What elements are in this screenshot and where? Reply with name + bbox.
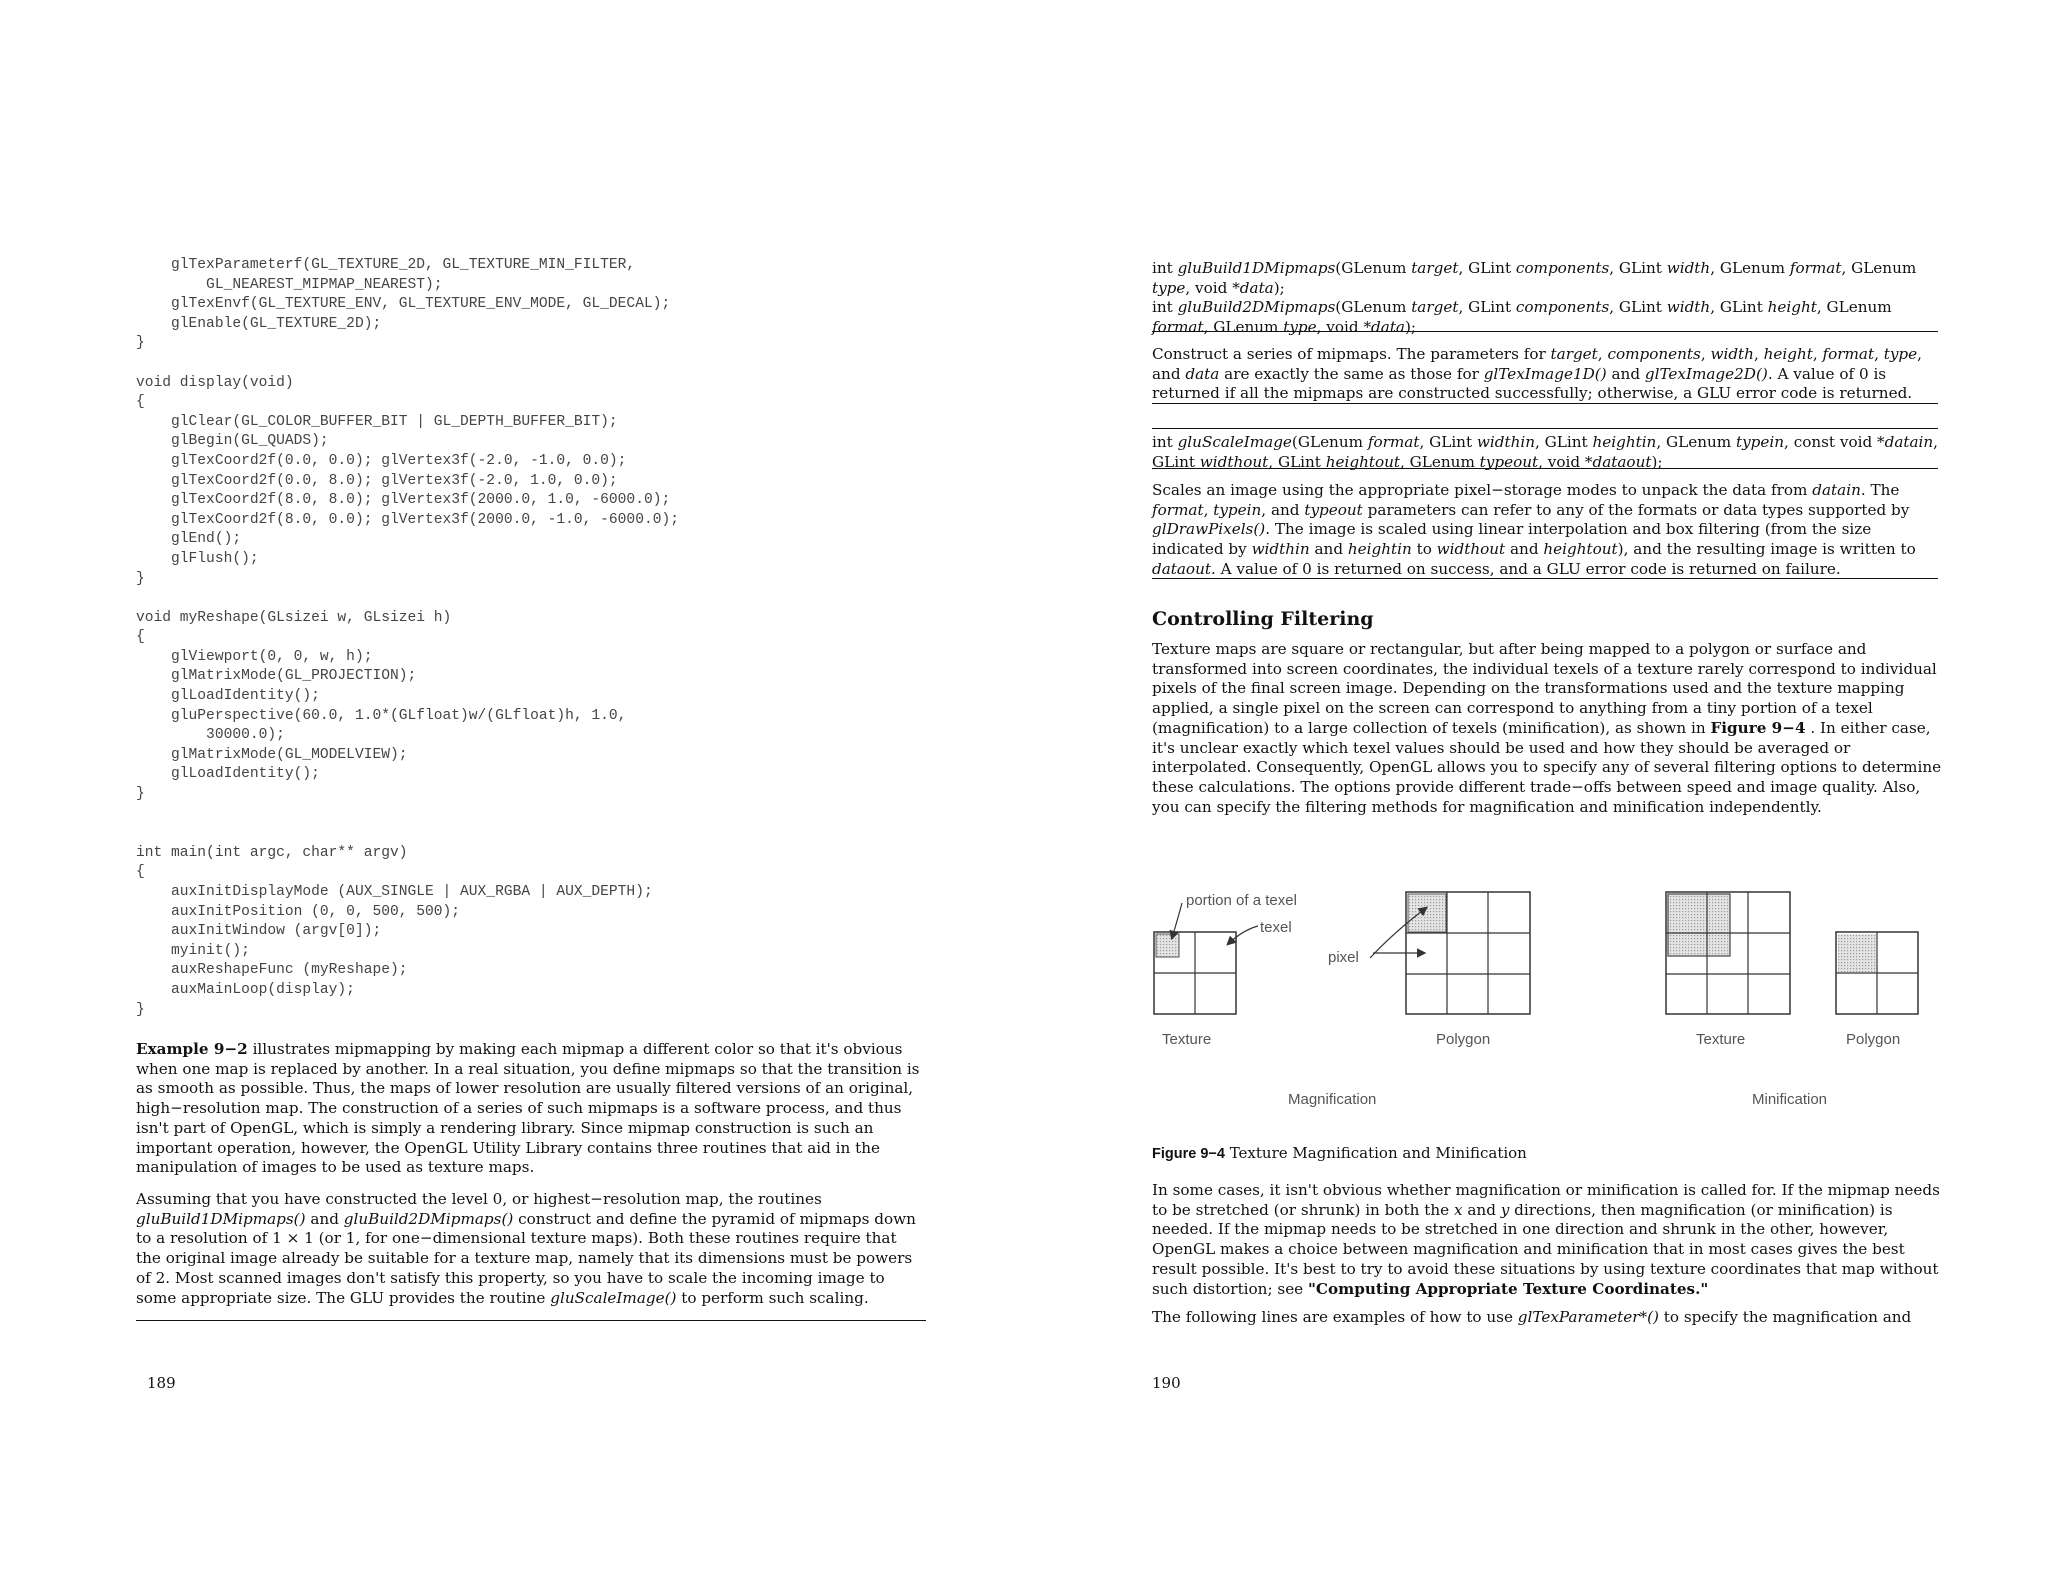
- code-listing: [136, 256, 679, 1020]
- prototype-gluScaleImage: int gluScaleImage(GLenum format, GLint widthin, GLint heightin, GLenum typein, const void *datain, GLint widthout, GLint heightout, GLenum typeout, void *dataout);: [1152, 433, 1938, 471]
- code-line: auxInitPosition (0, 0, 500, 500);: [136, 903, 461, 920]
- function-ref: gluBuild1DMipmaps(): [136, 1209, 306, 1228]
- label-minification: Minification: [1752, 1091, 1828, 1108]
- code-line: }: [136, 570, 145, 587]
- code-line: glLoadIdentity();: [136, 766, 320, 783]
- page-number-right: 190: [1152, 1374, 1181, 1392]
- minification-polygon-grid: [1836, 932, 1918, 1014]
- code-line: auxReshapeFunc (myReshape);: [136, 962, 408, 979]
- function-name: gluBuild1DMipmaps: [1177, 259, 1336, 277]
- prototype-gluBuildMipmaps: int gluBuild1DMipmaps(GLenum target, GLint components, GLint width, GLenum format, GLenum type, void *data); int gluBuild2DMipmaps(GLenum target, GLint components, GLint width, GLint height, GLenum format, GLenum type, void *data);: [1152, 259, 1917, 337]
- description-rule: [1152, 403, 1938, 404]
- label-texture-min: Texture: [1696, 1031, 1746, 1048]
- code-line: void myReshape(GLsizei w, GLsizei h): [136, 609, 452, 626]
- function-ref: glTexParameter*(): [1517, 1308, 1659, 1326]
- code-line: [136, 805, 679, 825]
- code-line: auxInitWindow (argv[0]);: [136, 923, 382, 940]
- code-line: glEnd();: [136, 531, 242, 548]
- function-ref: gluBuild2DMipmaps(): [343, 1209, 514, 1228]
- code-line: void display(void): [136, 374, 294, 391]
- function-name: gluBuild2DMipmaps: [1177, 298, 1336, 317]
- minification-texture-grid: [1666, 892, 1790, 1014]
- code-line: {: [136, 629, 145, 646]
- code-line: 30000.0);: [136, 727, 285, 744]
- code-line: glTexCoord2f(0.0, 8.0); glVertex3f(-2.0, 1.0, 0.0);: [136, 472, 618, 489]
- code-line: glBegin(GL_QUADS);: [136, 433, 329, 450]
- figure-caption: Figure 9−4 Texture Magnification and Minification: [1152, 1144, 1527, 1162]
- code-line: myinit();: [136, 942, 250, 959]
- prototype-rule: [1152, 331, 1938, 332]
- prototype-rule: [1152, 468, 1938, 469]
- filtering-paragraph: Texture maps are square or rectangular, but after being mapped to a polygon or surface and transformed into screen coordinates, the individual texels of a texture rarely correspond to individual pixels of the final screen image. Depending on the transformations used and the texture mapping applied, a single pixel on the screen can correspond to anything from a tiny portion of a texel (magnification) to a large collection of texels (minification), as shown in Figure 9−4 . In either case, it's unclear exactly which texel values should be used and how they should be averaged or interpolated. Consequently, OpenGL allows you to specify any of several filtering options to determine these calculations. The options provide different trade−offs between speed and image quality. Also, you can specify the filtering methods for magnification and minification independently.: [1152, 640, 1942, 816]
- magnification-paragraph: In some cases, it isn't obvious whether magnification or minification is called for. If the mipmap needs to be stretched (or shrunk) in both the x and y directions, then magnification (or minification) is needed. If the mipmap needs to be stretched in one direction and shrunk in the other, however, OpenGL makes a choice between magnification and minification that in most cases gives the best result possible. It's best to try to avoid these situations by using texture coordinates that map without such distortion; see "Computing Appropriate Texture Coordinates.": [1152, 1181, 1940, 1298]
- page-number-left: 189: [147, 1374, 176, 1392]
- code-line: }: [136, 786, 145, 803]
- code-line: glClear(GL_COLOR_BUFFER_BIT | GL_DEPTH_BUFFER_BIT);: [136, 413, 618, 430]
- code-line: {: [136, 864, 145, 881]
- code-line: auxMainLoop(display);: [136, 981, 355, 998]
- code-line: [136, 589, 679, 609]
- example-paragraph: Example 9−2 illustrates mipmapping by making each mipmap a different color so that it's obvious when one map is replaced by another. In a real situation, you define mipmaps so that the transition is as smooth as possible. Thus, the maps of lower resolution are usually filtered versions of an original, high−resolution map. The construction of a series of such mipmaps is a software process, and thus isn't part of OpenGL, which is simply a rendering library. Since mipmap construction is such an important operation, however, the OpenGL Utility Library contains three routines that aid in the manipulation of images to be used as texture maps.: [136, 1040, 920, 1177]
- code-line: auxInitDisplayMode (AUX_SINGLE | AUX_RGBA | AUX_DEPTH);: [136, 884, 653, 900]
- code-line: glLoadIdentity();: [136, 688, 320, 705]
- label-polygon-mag: Polygon: [1436, 1031, 1491, 1048]
- code-line: glTexEnvf(GL_TEXTURE_ENV, GL_TEXTURE_ENV_MODE, GL_DECAL);: [136, 296, 671, 313]
- code-line: glMatrixMode(GL_MODELVIEW);: [136, 746, 408, 763]
- examples-paragraph: The following lines are examples of how to use glTexParameter*() to specify the magnification and: [1152, 1308, 1912, 1326]
- label-texture-mag: Texture: [1162, 1031, 1212, 1048]
- function-ref: glTexImage1D(): [1483, 364, 1607, 383]
- code-line: GL_NEAREST_MIPMAP_NEAREST);: [136, 276, 443, 293]
- label-pixel: pixel: [1328, 949, 1359, 966]
- function-ref: glTexImage2D(): [1644, 364, 1768, 383]
- label-polygon-min: Polygon: [1846, 1031, 1901, 1048]
- function-ref: gluScaleImage(): [550, 1288, 677, 1307]
- mipmap-description: Construct a series of mipmaps. The parameters for target, components, width, height, format, type, and data are exactly the same as those for glTexImage1D() and glTexImage2D(). A value of 0 is returned if all the mipmaps are constructed successfully; otherwise, a GLU error code is returned.: [1152, 345, 1922, 403]
- code-line: }: [136, 1001, 145, 1018]
- prototype-top-rule: [1152, 428, 1938, 429]
- code-line: glEnable(GL_TEXTURE_2D);: [136, 315, 382, 332]
- scale-description: Scales an image using the appropriate pixel−storage modes to unpack the data from datain. The format, typein, and typeout parameters can refer to any of the formats or data types supported by glDrawPixels(). The image is scaled using linear interpolation and box filtering (from the size indicated by widthin and heightin to widthout and heightout), and the resulting image is written to dataout. A value of 0 is returned on success, and a GLU error code is returned on failure.: [1152, 481, 1916, 578]
- example-ref: Example 9−2: [136, 1040, 248, 1058]
- figure-ref: Figure 9−4: [1710, 718, 1806, 737]
- section-rule: [136, 1320, 926, 1321]
- code-line: glFlush();: [136, 550, 259, 567]
- code-line: int main(int argc, char** argv): [136, 844, 408, 861]
- description-rule: [1152, 578, 1938, 579]
- magnification-polygon-grid: [1406, 892, 1530, 1014]
- code-line: {: [136, 394, 145, 411]
- code-line: glTexCoord2f(0.0, 0.0); glVertex3f(-2.0, -1.0, 0.0);: [136, 452, 627, 469]
- figure-magnification-minification: [1148, 878, 1948, 1118]
- code-line: glTexCoord2f(8.0, 0.0); glVertex3f(2000.0, -1.0, -6000.0);: [136, 511, 679, 528]
- code-line: }: [136, 335, 145, 352]
- section-ref: "Computing Appropriate Texture Coordinates.": [1308, 1279, 1709, 1298]
- code-line: glMatrixMode(GL_PROJECTION);: [136, 668, 417, 685]
- left-page: [0, 0, 1000, 1582]
- code-line: gluPerspective(60.0, 1.0*(GLfloat)w/(GLfloat)h, 1.0,: [136, 707, 627, 724]
- code-line: glTexParameterf(GL_TEXTURE_2D, GL_TEXTURE_MIN_FILTER,: [136, 257, 636, 273]
- magnification-texture-grid: [1154, 932, 1236, 1014]
- code-line: glViewport(0, 0, w, h);: [136, 648, 373, 665]
- right-page: [1000, 0, 2048, 1582]
- mipmap-routines-paragraph: Assuming that you have constructed the level 0, or highest−resolution map, the routines gluBuild1DMipmaps() and gluBuild2DMipmaps() construct and define the pyramid of mipmaps down to a resolution of 1 × 1 (or 1, for one−dimensional texture maps). Both these routines require that the original image already be suitable for a texture map, namely that its dimensions must be powers of 2. Most scanned images don't satisfy this property, so you have to scale the incoming image to some appropriate size. The GLU provides the routine gluScaleImage() to perform such scaling.: [136, 1190, 916, 1307]
- section-heading: Controlling Filtering: [1152, 608, 1374, 630]
- code-line: [136, 354, 679, 374]
- label-texel: texel: [1260, 919, 1292, 936]
- code-line: [136, 824, 679, 844]
- function-name: gluScaleImage: [1177, 433, 1292, 451]
- label-portion-of-texel: portion of a texel: [1186, 892, 1297, 909]
- code-line: glTexCoord2f(8.0, 8.0); glVertex3f(2000.0, 1.0, -6000.0);: [136, 492, 671, 509]
- label-magnification: Magnification: [1288, 1091, 1377, 1108]
- function-ref: glDrawPixels(): [1152, 520, 1266, 539]
